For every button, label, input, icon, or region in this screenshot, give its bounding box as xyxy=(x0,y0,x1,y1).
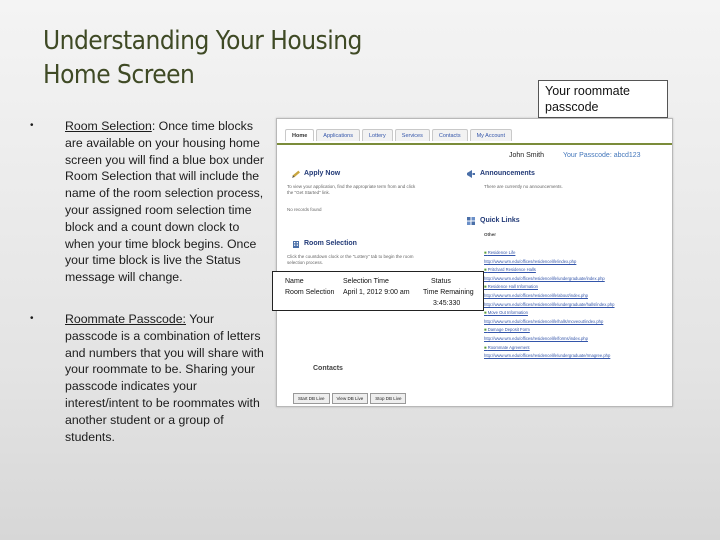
popup-status: Time Remaining xyxy=(423,289,474,296)
quick-link[interactable]: http://www.wm.edu/offices/residencelife/halls/moveout/index.php xyxy=(484,318,604,324)
popup-countdown: 3:45:330 xyxy=(433,300,461,307)
quick-link[interactable]: ■ Pritchard Residence Halls xyxy=(484,266,673,275)
announcements-title: Announcements xyxy=(480,170,535,177)
quick-link[interactable]: http://www.wm.edu/offices/residencelife/about/index.php xyxy=(484,292,588,298)
grid-icon xyxy=(466,216,476,226)
tab-contacts[interactable]: Contacts xyxy=(432,129,468,141)
stop-db-live-button[interactable]: Stop DB Live xyxy=(370,393,406,404)
bullet-separator: : xyxy=(151,119,159,133)
apply-now-note: No records found xyxy=(287,207,322,212)
quick-link[interactable]: http://www.wm.edu/offices/residencelife/undergraduate/halls/index.php xyxy=(484,301,615,307)
pencil-icon xyxy=(291,169,301,179)
quick-links-list xyxy=(484,249,673,361)
room-selection-text: Click the countdown clock or the "Lottery" tab to begin the room selection process. xyxy=(287,254,414,265)
housing-portal-screenshot xyxy=(276,118,673,407)
popup-header-name: Name xyxy=(285,278,304,285)
bullet-roommate-passcode xyxy=(30,311,270,445)
announcements-text: There are currently no announcements. xyxy=(484,184,563,189)
tab-home[interactable]: Home xyxy=(285,129,314,141)
room-selection-popup[interactable] xyxy=(272,271,484,311)
start-db-live-button[interactable]: Start DB Live xyxy=(293,393,330,404)
bullet-term: Roommate Passcode: xyxy=(65,311,186,326)
quick-links-subtitle: Other xyxy=(484,232,497,237)
tab-my-account[interactable]: My Account xyxy=(470,129,512,141)
quick-link[interactable]: http://www.wm.edu/offices/residencelife/undergraduate/rmagree.php xyxy=(484,353,611,359)
apply-now-text: To view your application, find the appropriate term from and click the "Get Started" link. xyxy=(287,184,416,195)
megaphone-icon xyxy=(466,169,476,179)
nav-underline xyxy=(277,143,672,145)
passcode-callout: Your roommate passcode xyxy=(538,80,668,118)
popup-selection-time: April 1, 2012 9:00 am xyxy=(343,289,410,296)
quick-link[interactable]: ■ Move Out Information xyxy=(484,309,673,318)
quick-link[interactable]: http://www.wm.edu/offices/residencelife/forms/index.php xyxy=(484,335,588,341)
slide-title-line-1: Understanding Your Housing xyxy=(43,26,362,56)
quick-link[interactable]: ■ Roommate Agreement xyxy=(484,344,673,353)
building-icon xyxy=(291,239,301,249)
quick-link[interactable]: ■ Damage Deposit Form xyxy=(484,326,673,335)
user-name: John Smith xyxy=(509,152,545,159)
view-db-live-button[interactable]: View DB Live xyxy=(332,393,369,404)
quick-link[interactable]: http://www.wm.edu/offices/residencelife/undergraduate/index.php xyxy=(484,275,605,281)
slide-title xyxy=(43,24,403,92)
roommate-passcode: Your Passcode: abcd123 xyxy=(563,152,641,159)
bullet-text: Once time blocks are available on your housing home screen you will find a blue box under Room Selection that will include the name of the room selection process, your assigned room selection time block and a count down clock to when your time block begins. Once your time block is live the Status message will change. xyxy=(65,119,264,285)
tab-applications[interactable]: Applications xyxy=(316,129,360,141)
apply-now-title[interactable]: Apply Now xyxy=(304,170,341,177)
bullet-glyph: • xyxy=(30,120,34,131)
bullet-glyph: • xyxy=(30,312,34,324)
bullet-list xyxy=(30,118,270,445)
bullet-text: Your passcode is a combination of letters and numbers that you will share with your roommate to be. Sharing your passcode indicates your interest/intent to be roommates with another student or a group of students. xyxy=(65,311,264,444)
quick-links-title: Quick Links xyxy=(480,217,520,224)
popup-header-selection-time: Selection Time xyxy=(343,278,389,285)
contacts-title: Contacts xyxy=(313,365,343,372)
room-selection-title[interactable]: Room Selection xyxy=(304,240,357,247)
bullet-term: Room Selection xyxy=(65,119,152,133)
popup-header-status: Status xyxy=(431,278,451,285)
tab-lottery[interactable]: Lottery xyxy=(362,129,393,141)
quick-link[interactable]: http://www.wm.edu/offices/residencelife/index.php xyxy=(484,258,577,264)
portal-nav-tabs xyxy=(285,129,512,141)
quick-link[interactable]: ■ Residence Life xyxy=(484,249,673,258)
bullet-room-selection xyxy=(30,118,270,286)
quick-link[interactable]: ■ Residence Hall Information xyxy=(484,283,673,292)
db-live-buttons xyxy=(293,393,406,404)
slide-title-line-2: Home Screen xyxy=(43,60,195,90)
tab-services[interactable]: Services xyxy=(395,129,430,141)
popup-process-name: Room Selection xyxy=(285,289,335,296)
